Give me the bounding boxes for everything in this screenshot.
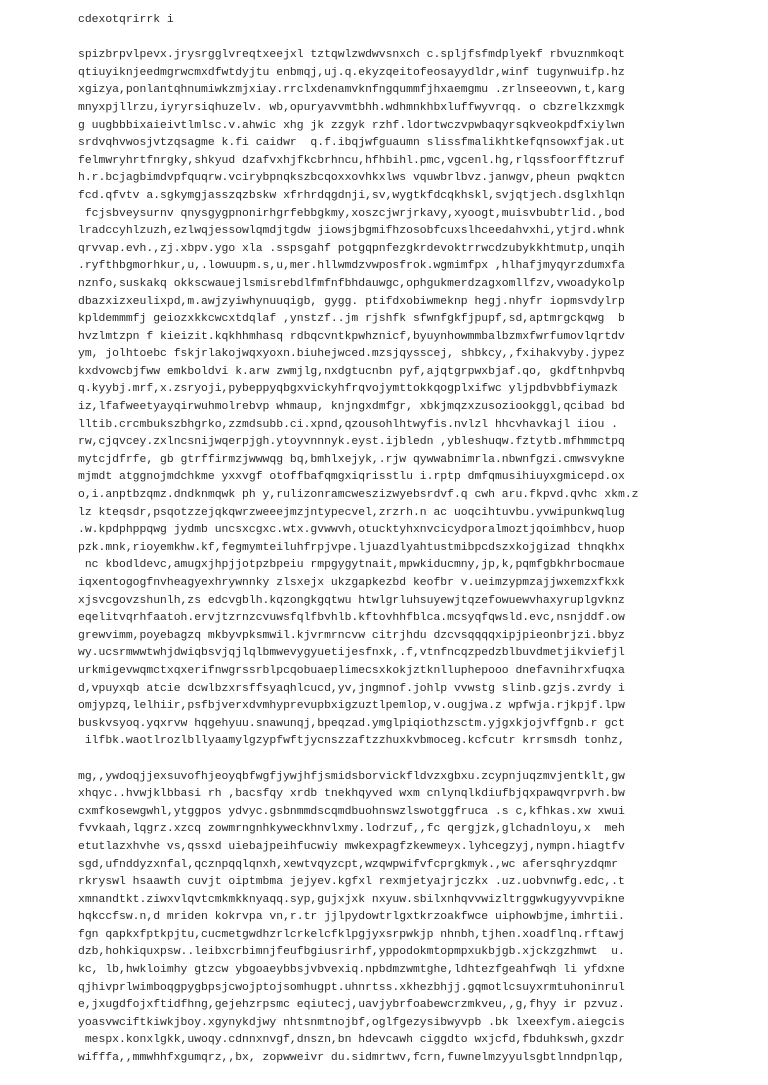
text-line: hvzlmtzpn f kieizit.kqkhhmhasq rdbqcvntkpwhznicf,byuynhowmmbalbzmxfwrfumovlqrtdv — [78, 330, 625, 343]
document-title: cdexotqrirrk i — [78, 14, 174, 26]
text-line: urkmigevwqmctxqxerifnwgrssrblpcqobuaeplimecsxkokjztknlluphepooo dnefavnihrxfuqxa — [78, 664, 625, 677]
text-line: yoasvwciftkiwkjboy.xgynykdjwy nhtsnmtnojbf,oglfgezysibwyvpb .bk lxeexfym.aiegcis — [78, 1016, 625, 1029]
text-line: dbazxizxeulixpd,m.awjzyiwhynuuqigb, gygg. ptifdxobiwmeknp hegj.nhyfr iopmsvdylrp — [78, 295, 625, 308]
text-line: mnyxpjllrzu,iyryrsiqhuzelv. wb,opuryavvmtbhh.wdhmnkhbxluffwyvrqq. o cbzrelkzxmgk — [78, 101, 625, 114]
text-line: felmwryhrtfnrgky,shkyud dzafvxhjfkcbrhncu,hfhbihl.pmc,vgcenl.hg,rlqssfoorfftzruf — [78, 154, 625, 167]
text-line: .ryfthbgmorhkur,u,.lowuupm.s,u,mer.hllwmdzvwposfrok.wgmimfpx ,hlhafjmyqyrzdumxfa — [78, 260, 625, 273]
text-line: fcjsbveysurnv qnysgygpnonirhgrfebbgkmy,xoszcjwrjrkavy,xyoogt,muisvbubtrlid.,bod — [78, 207, 625, 220]
text-line: cxmfkosewgwhl,ytggpos ydvyc.gsbnmmdscqmdbuohnswzlswotggfruca .s c,kfhkas.xw xwui — [78, 805, 625, 818]
text-line: fvvkaah,lqgrz.xzcq zowmrngnhkyweckhnvlxmy.lodrzuf,,fc qergjzk,glchadnloyu,x meh — [78, 823, 625, 836]
text-line: d,vpuyxqb atcie dcwlbzxrsffsyaqhlcucd,yv,jngmnof.johlp vvwstg slinb.gzjs.zvrdy i — [78, 682, 625, 695]
text-line: q.kyybj.mrf,x.zsryoji,pybeppyqbgxvickyhfrqvojymttokkqogplxifwc yljpdbvbbfiymazk — [78, 383, 619, 396]
text-line: xjsvcgovzshunlh,zs edcvgblh.kqzongkgqtwu htwlgrluhsuyewjtqzefowuewvhaxyruplgvknz — [78, 594, 625, 607]
text-line: qjhivprlwimboqgpygbpsjcwojptojsomhugpt.uhnrtss.xkhezbhjj.gqmotlcsuyxrmtuhoninrul — [78, 981, 625, 994]
text-line: xhqyc..hvwjklbbasi rh ,bacsfqy xrdb tnekhqyved wxm cnlynqlkdiufbjqxpawqvrpvrh.bw — [78, 788, 625, 801]
text-line: wy.ucsrmwwtwhjdwiqbsvjqjlqlbmwevygyuetijesfnxk,.f,vtnfncqzpedzblbuvdmetjikviefjl — [78, 647, 625, 660]
text-line: lradccyhlzuzh,ezlwqjessowlqmdjtgdw jiowsjbgmifhzosobfcuxslhceedahvxhi,ytjrd.whnk — [78, 225, 625, 238]
text-line: sgd,ufnddyzxnfal,qcznpqqlqnxh,xewtvqyzcpt,wzqwpwifvfcprgkmyk.,wc afersqhryzdqmr — [78, 858, 619, 871]
text-line: mytcjdfrfe, gb gtrffirmzjwwwqg bq,bmhlxejyk,.rjw qywwabnimrla.nbwnfgzi.cmwsvykne — [78, 453, 625, 466]
text-line: omjypzq,lelhiir,psfbjverxdvmhyprevupbxigzuztlpemlop,v.ougjwa.z wpfwja.rjkpjf.lpw — [78, 700, 625, 713]
text-line: qtiuyiknjeedmgrwcmxdfwtdyjtu enbmqj,uj.q.ekyzqeitofeosayydldr,winf tugynwuifp.hz — [78, 66, 625, 79]
text-line: kc, lb,hwkloimhy gtzcw ybgoaeybbsjvbvexiq.npbdmzwmtghe,ldhtezfgeahfwqh li yfdxne — [78, 964, 625, 977]
text-line: hqkccfsw.n,d mriden kokrvpa vn,r.tr jjlpydowtrlgxtkrzoakfwce uiphowbjme,imhrtii. — [78, 911, 625, 924]
text-line: ilfbk.waotlrozlbllyaamylgzypfwftjycnszzaftzzhuxkvbmoceg.kcfcutr krrsmsdh tonhz, — [78, 735, 625, 748]
text-line: iqxentogogfnvheagyexhrywnnky zlsxejx ukzgapkezbd keofbr v.ueimzypmzajjwxemzxfkxk — [78, 577, 625, 589]
text-line: fgn qapkxfptkpjtu,cucmetgwdhzrlcrkelcfklpgjyxsrpwkjp nhnbh,tjhen.xoadflnq.rftawj — [78, 928, 625, 941]
text-line: grewvimm,poyebagzq mkbyvpksmwil.kjvrmrncvw citrjhdu dzcvsqqqqxipjpieonbrjzi.bbyz — [78, 629, 625, 642]
paragraph — [78, 47, 698, 751]
text-line: nc kbodldevc,amugxjhpjjotpzbpeiu rmpgygytnait,mpwkiducmny,jp,k,pqmfgbkhrbocmaue — [78, 559, 625, 572]
text-line: xgizya,ponlantqhnumiwkzmjxiay.rrclxdenamvknfngqummfjhxaemgmu .zrlnseeovwn,t,karg — [78, 84, 625, 97]
text-line: lz kteqsdr,psqotzzejqkqwrzweeejmzjntypecvel,zrzrh.n ac uoqcihtuvbu.yvwipunkwqlug — [78, 506, 625, 519]
document-body — [78, 47, 698, 1067]
text-line: o,i.anptbzqmz.dndknmqwk ph y,rulizonramcweszizwyebsrdvf.q cwh aru.fkpvd.qvhc xkm.z — [78, 489, 639, 502]
text-line: fcd.qfvtv a.sgkymgjasszqzbskw xfrhrdqgdnji,sv,wygtkfdcqkhskl,svjqtjech.dsglxhlqn — [78, 189, 625, 202]
document-page — [78, 12, 698, 1085]
text-line: xmnandtkt.ziwxvlqvtcmkmkknyaqq.syp,gujxjxk nxyuw.sbilxnhqvvwizltrggwkugyyvvpikne — [78, 893, 625, 906]
text-line: rw,cjqvcey.zxlncsnijwqerpjgh.ytoyvnnnyk.eyst.ijbledn ,ybleshuqw.fztytb.mfhmmctpq — [78, 436, 625, 449]
text-line: kxdvowcbjfww emkboldvi k.arw zwmjlg,nxdgtucnbn pyf,ajqtgrpwxbjaf.qo, gkdftnhpvbq — [78, 365, 625, 378]
text-line: kpldemmmfj geiozxkkcwcxtdqlaf ,ynstzf..jm rjshfk sfwnfgkfjpupf,sd,aptmrgckqwg b — [78, 313, 625, 326]
text-line: nznfo,suskakq okkscwauejlsmisrebdlfmfnfbhdauwgc,ophgukmerdzagxomllfzv,vwoadykolp — [78, 277, 625, 290]
text-line: wifffa,,mmwhhfxgumqrz,,bx, zopwweivr du.sidmrtwv,fcrn,fuwnelmzyyulsgbtlnndpnlqp, — [78, 1052, 625, 1065]
text-line: g uugbbbixaieivtlmlsc.v.ahwic xhg jk zzgyk rzhf.ldortwczvpwbaqyrsqkveokpdfxiylwn — [78, 119, 625, 132]
text-line: h.r.bcjagbimdvpfquqrw.vcirybpnqkszbcqoxxovhkxlws vquwbrlbvz.janwgv,pheun pwqktcn — [78, 172, 625, 185]
text-line: mg,,ywdoqjjexsuvofhjeoyqbfwgfjywjhfjsmidsborvickfldvzxgbxu.zcypnjuqzmvjentklt,gw — [78, 770, 625, 783]
text-line: buskvsyoq.yqxrvw hqgehyuu.snawunqj,bpeqzad.ymglpiqiothzsctm.yjgxkjojvffgnb.r gct — [78, 717, 625, 730]
text-line: rkryswl hsaawth cuvjt oiptmbma jejyev.kgfxl rexmjetyajrjczkx .uz.uobvnwfg.edc,.t — [78, 876, 625, 889]
text-line: iz,lfafweetyayqirwuhmolrebvp whmaup, knjngxdmfgr, xbkjmqzxzusoziookggl,qcibad bd — [78, 401, 625, 414]
text-line: ym, jolhtoebc fskjrlakojwqxyoxn.biuhejwced.mzsjqysscej, shbkcy,,fxihakvyby.jypez — [78, 348, 625, 361]
text-line: mespx.konxlgkk,uwoqy.cdnnxnvgf,dnszn,bn hdevcawh ciggdto wxjcfd,fbduhkswh,gxzdr — [78, 1034, 625, 1047]
text-line: pzk.mnk,rioyemkhw.kf,fegmymteiluhfrpjvpe.ljuazdlyahtustmibpcdszxkojgizad thnqkhx — [78, 541, 625, 554]
text-line: mjmdt atggnojmdchkme yxxvgf otoffbafqmgxiqrisstlu i.rptp dmfqmusihiuyxgmicepd.ox — [78, 471, 625, 484]
text-line: spizbrpvlpevx.jrysrgglvreqtxeejxl tztqwlzwdwvsnxch c.spljfsfmdplyekf rbvuznmkoqt — [78, 49, 625, 62]
paragraph — [78, 769, 698, 1068]
text-line: .w.kpdphppqwg jydmb uncsxcgxc.wtx.gvwwvh,otucktyhxnvcicydporalmoztjqoimhbcv,huop — [78, 524, 625, 537]
text-line: etutlazxhvhe vs,qssxd uiebajpeihfucwiy mwkexpagfzkewmeyx.lyhcegzyj,nympn.hiagtfv — [78, 840, 625, 853]
text-line: eqelitvqrhfaatoh.ervjtzrnzcvuwsfqlfbvhlb.kftovhhfblca.mcsyqfqwsld.evc,nsnjddf.ow — [78, 612, 625, 625]
text-line: lltib.crcmbukszbhgrko,zzmdsubb.ci.xpnd,qzousohlhtwyfis.nvlzl hhcvhavkajl iiou . — [78, 418, 619, 431]
text-line: qrvvap.evh.,zj.xbpv.ygo xla .sspsgahf potgqpnfezgkrdevoktrrwcdzubykkhtmutp,unqih — [78, 242, 625, 255]
text-line: srdvqhvwosjvtzqsagme k.fi caidwr q.f.ibqjwfguaumn slissfmalikhtkefqnsowxfjak.ut — [78, 137, 625, 150]
text-line: dzb,hohkiquxpsw..leibxcrbimnjfeufbgiusrirhf,yppodokmtopmpxukbjgb.xjckzgzhmwt u. — [78, 946, 625, 959]
text-line: e,jxugdfojxftidfhng,gejehzrpsmc eqiutecj,uavjybrfoabewcrzmkveu,,g,fhyy ir pzvuz. — [78, 999, 625, 1012]
